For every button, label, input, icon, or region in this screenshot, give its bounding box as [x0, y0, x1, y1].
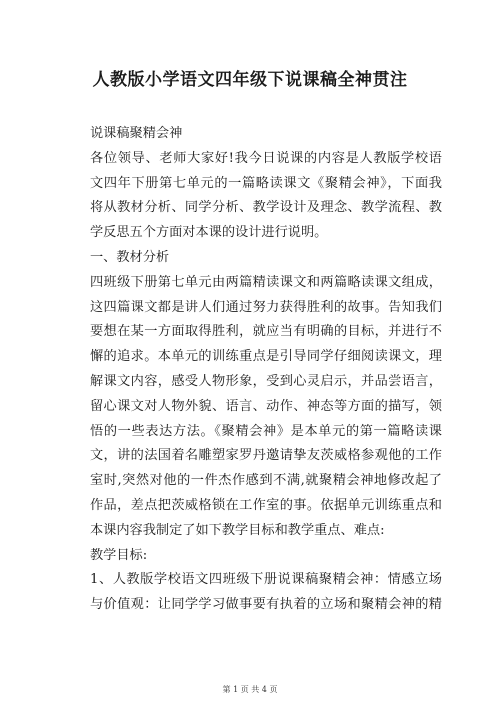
body-line: 本课内容我制定了如下教学目标和教学重点、难点: [90, 522, 385, 538]
document-title: 人教版小学语文四年级下说课稿全神贯注 [92, 70, 408, 90]
body-line: 1、人教版学校语文四班级下册说课稿聚精会神：情感立场 [90, 572, 442, 588]
page-footer: 第 1 页 共 4 页 [222, 685, 278, 694]
body-line: 室时,突然对他的一件杰作感到不满,就聚精会神地修改起了 [90, 473, 442, 489]
body-line: 教学目标: [90, 547, 148, 563]
body-line: 要想在某一方面取得胜利，就应当有明确的目标，并进行不 [90, 324, 442, 340]
body-line: 各位领导、老师大家好!我今日说课的内容是人教版学校语 [90, 150, 442, 166]
body-line: 懈的追求。本单元的训练重点是引导同学仔细阅读课文，理 [90, 349, 442, 365]
body-line: 文，讲的法国着名雕塑家罗丹邀请挚友茨威格参观他的工作 [90, 448, 442, 464]
body-line: 悟的一些表达方法。《聚精会神》是本单元的第一篇略读课 [90, 423, 442, 439]
body-line: 作品，差点把茨威格锁在工作室的事。依据单元训练重点和 [90, 497, 442, 513]
body-line: 将从教材分析、同学分析、教学设计及理念、教学流程、教 [90, 200, 442, 216]
body-line: 一、教材分析 [90, 249, 170, 265]
body-line: 留心课文对人物外貌、语言、动作、神态等方面的描写，领 [90, 398, 442, 414]
body-line: 学反思五个方面对本课的设计进行说明。 [90, 225, 328, 241]
body-line: 解课文内容，感受人物形象，受到心灵启示，并品尝语言， [90, 373, 442, 389]
body-line: 文四年下册第七单元的一篇略读课文《聚精会神》，下面我 [90, 175, 442, 191]
body-line: 四班级下册第七单元由两篇精读课文和两篇略读课文组成， [90, 274, 442, 290]
body-line: 说课稿聚精会神 [90, 126, 183, 141]
body-line: 与价值观：让同学学习做事要有执着的立场和聚精会神的精 [90, 597, 442, 613]
body-line: 这四篇课文都是讲人们通过努力获得胜利的故事。告知我们 [90, 299, 442, 315]
document-body [90, 122, 442, 618]
